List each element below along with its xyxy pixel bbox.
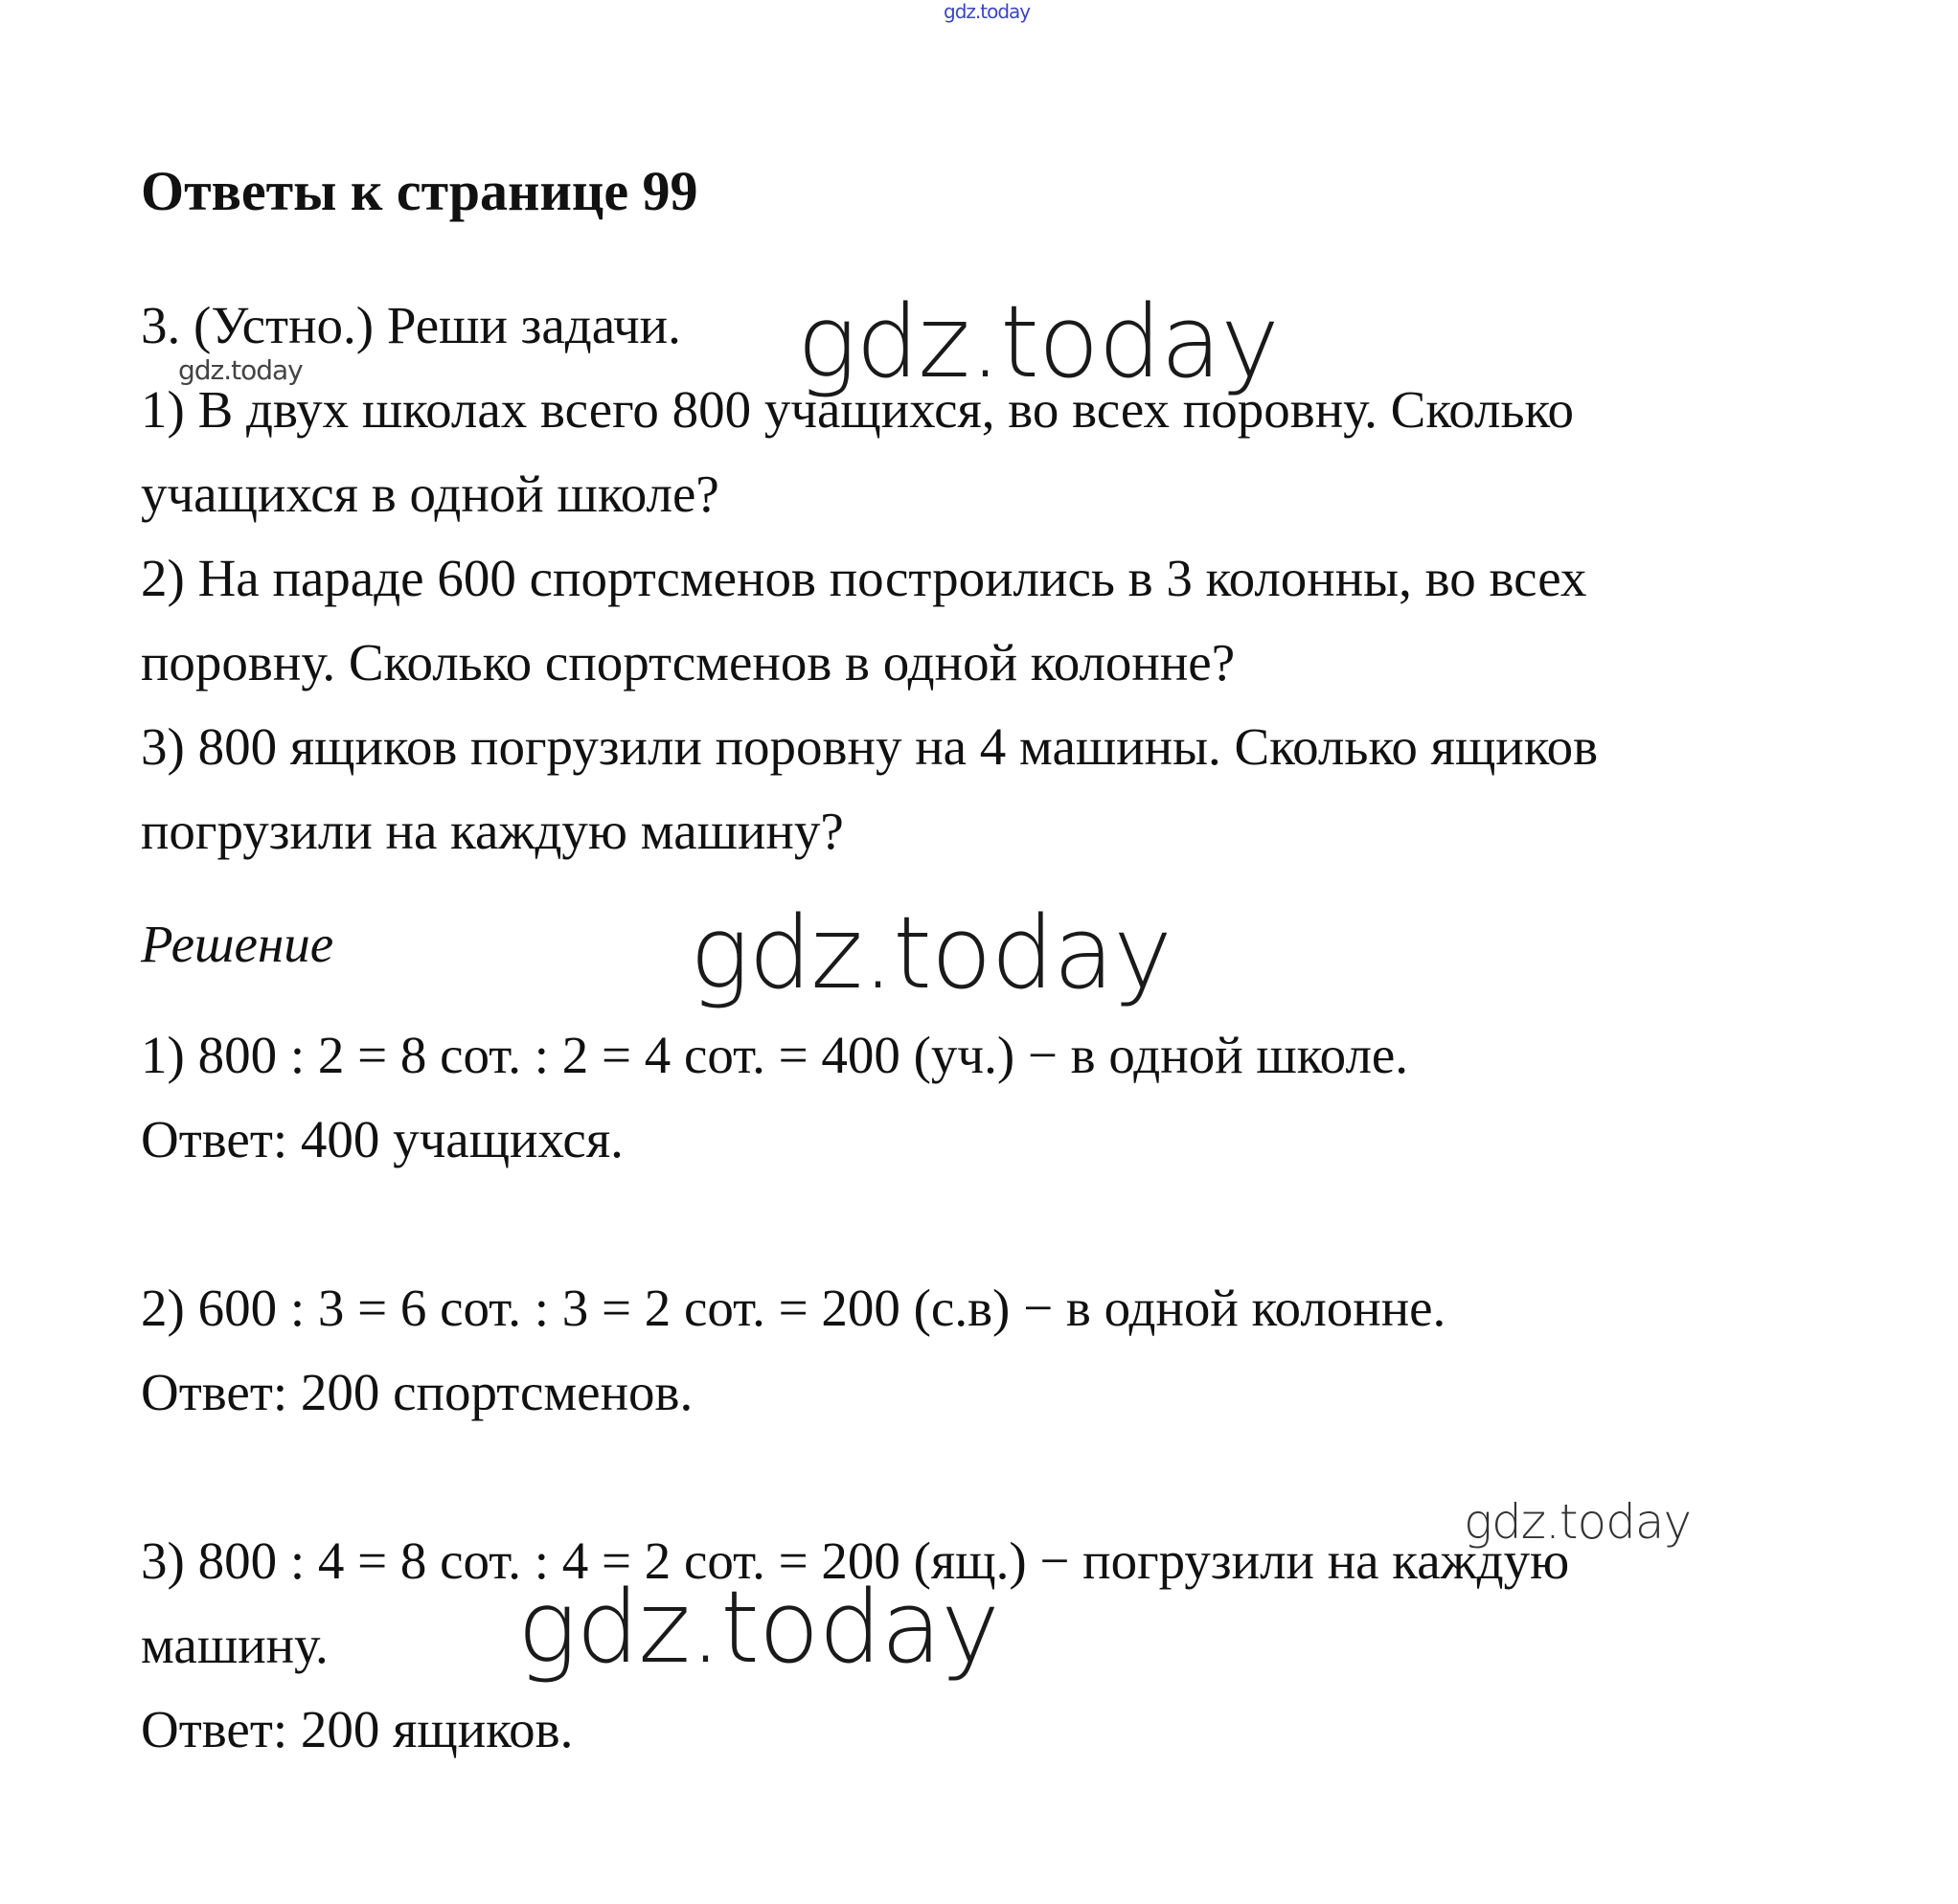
solution-label: Решение: [141, 915, 334, 973]
solution-step-3-line-2: машину.: [141, 1616, 329, 1674]
watermark-top: gdz.today: [944, 0, 1031, 23]
task-line-1: 1) В двух школах всего 800 учащихся, во всех поровну. Сколько: [141, 380, 1574, 439]
watermark-large-3: gdz.today: [517, 1569, 999, 1686]
task-line-4: поровну. Сколько спортсменов в одной колонне?: [141, 633, 1236, 691]
watermark-large-2: gdz.today: [690, 895, 1172, 1011]
watermark-large-1: gdz.today: [797, 283, 1279, 400]
task-line-6: погрузили на каждую машину?: [141, 802, 844, 860]
task-line-5: 3) 800 ящиков погрузили поровну на 4 машины. Сколько ящиков: [141, 717, 1599, 776]
answer-1: Ответ: 400 учащихся.: [141, 1110, 624, 1168]
watermark-medium: gdz.today: [1464, 1494, 1692, 1550]
solution-step-1: 1) 800 : 2 = 8 сот. : 2 = 4 сот. = 400 (уч.) − в одной школе.: [141, 1026, 1409, 1084]
task-title: 3. (Устно.) Реши задачи.: [141, 296, 681, 354]
solution-step-3-line-1: 3) 800 : 4 = 8 сот. : 4 = 2 сот. = 200 (ящ.) − погрузили на каждую: [141, 1531, 1570, 1590]
task-line-3: 2) На параде 600 спортсменов построились в 3 колонны, во всех: [141, 549, 1587, 607]
watermark-small: gdz.today: [178, 354, 303, 386]
task-line-2: учащихся в одной школе?: [141, 465, 719, 523]
solution-step-2: 2) 600 : 3 = 6 сот. : 3 = 2 сот. = 200 (с.в) − в одной колонне.: [141, 1279, 1446, 1337]
answer-3: Ответ: 200 ящиков.: [141, 1700, 574, 1758]
page-title: Ответы к странице 99: [141, 160, 698, 222]
answer-2: Ответ: 200 спортсменов.: [141, 1363, 694, 1421]
